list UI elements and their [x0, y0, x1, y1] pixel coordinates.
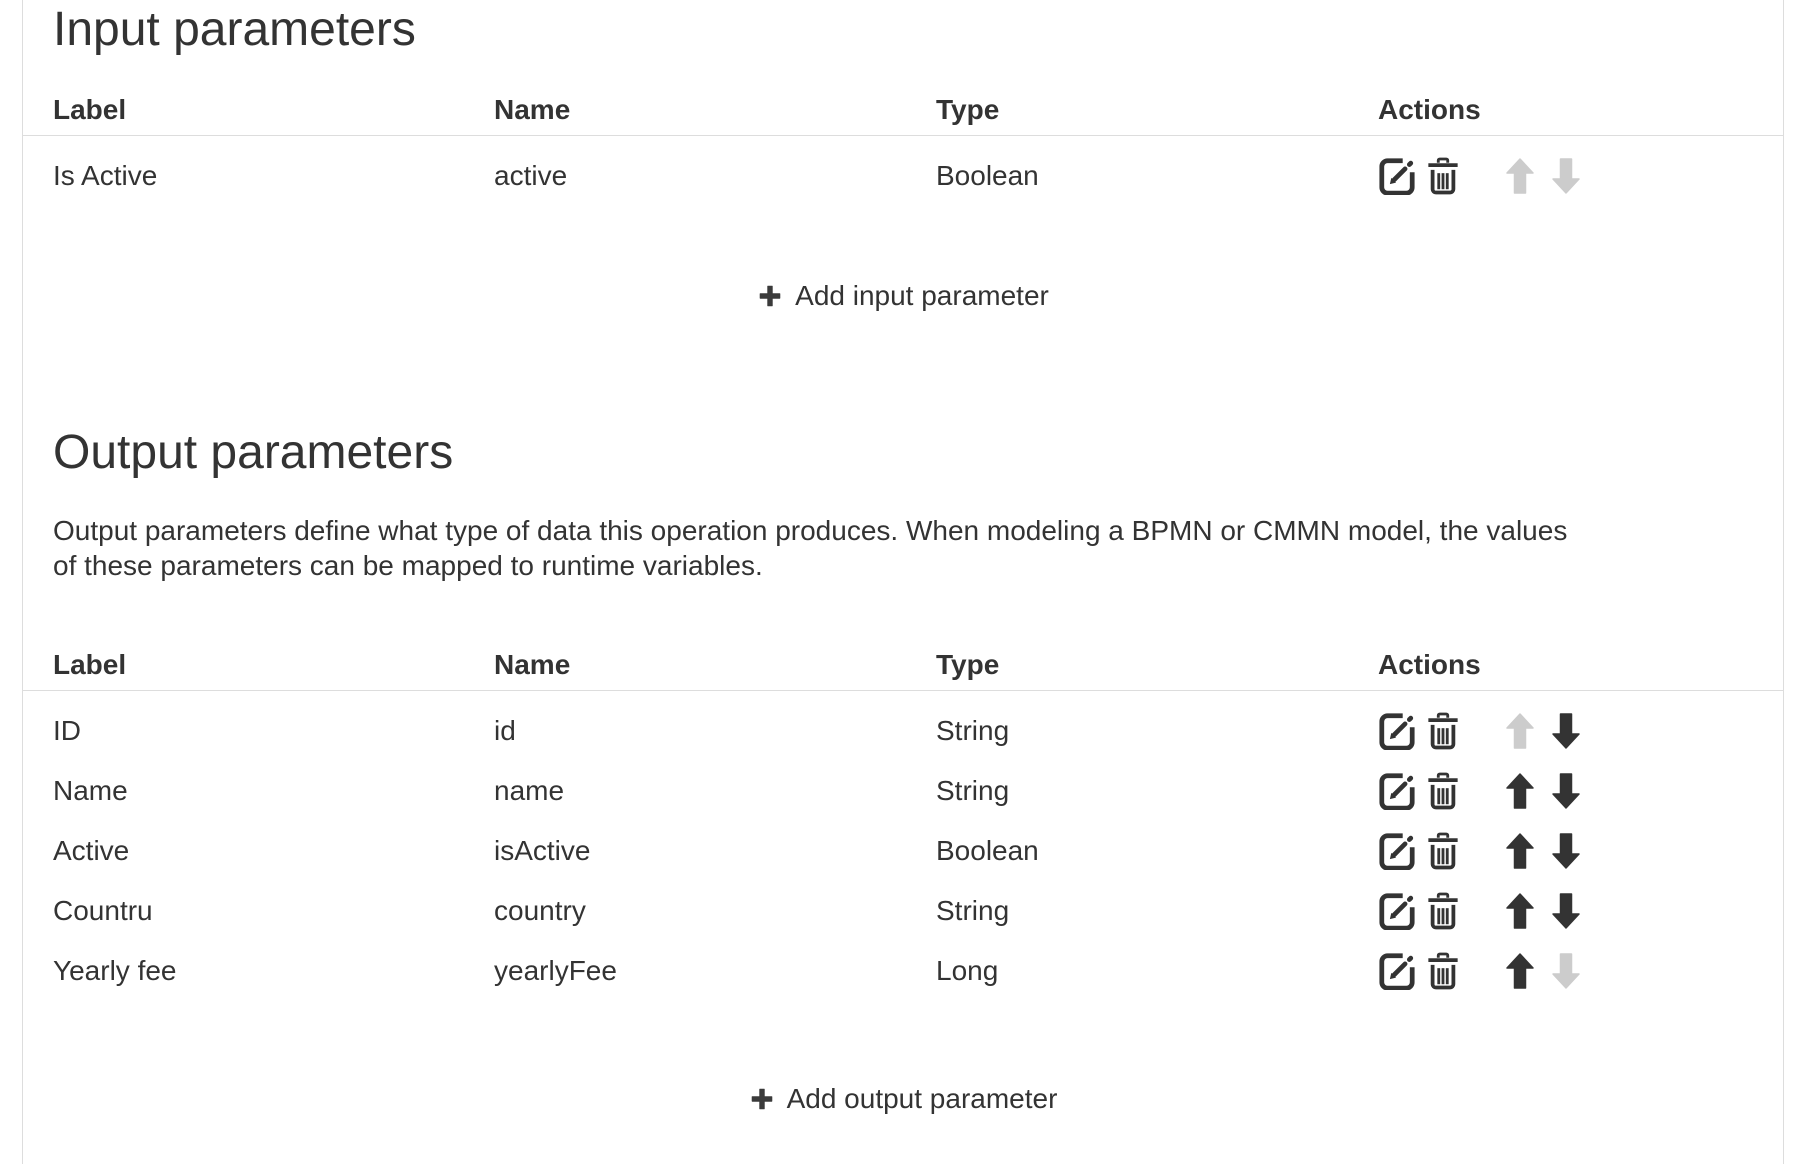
delete-parameter-button[interactable] [1426, 711, 1460, 751]
parameter-type: String [936, 715, 1010, 746]
parameter-type: Long [936, 955, 999, 986]
arrow-up-icon [1506, 833, 1534, 869]
move-up-button [1506, 713, 1534, 749]
parameter-label: Active [53, 835, 130, 866]
arrow-down-icon [1552, 773, 1580, 809]
output-parameters-section [53, 425, 1753, 1121]
parameter-row [53, 941, 1753, 1001]
arrow-up-icon [1506, 893, 1534, 929]
parameter-label: Name [53, 775, 128, 806]
parameter-type: Boolean [936, 835, 1039, 866]
column-header-actions: Actions [1378, 94, 1481, 125]
description-line-2: of these parameters can be mapped to runtime variables. [53, 550, 763, 581]
edit-parameter-button[interactable] [1378, 157, 1416, 195]
add-output-parameter-row [53, 1077, 1753, 1121]
trash-icon [1426, 951, 1460, 991]
move-down-button [1552, 158, 1580, 194]
input-parameters-title: Input parameters [53, 3, 416, 56]
parameter-actions [1378, 156, 1753, 196]
edit-icon [1378, 892, 1416, 930]
trash-icon [1426, 771, 1460, 811]
trash-icon [1426, 156, 1460, 196]
trash-icon [1426, 831, 1460, 871]
arrow-down-icon [1552, 953, 1580, 989]
input-parameters-table [53, 85, 1753, 206]
edit-parameter-button[interactable] [1378, 712, 1416, 750]
arrow-up-icon [1506, 158, 1534, 194]
arrow-down-icon [1552, 713, 1580, 749]
add-input-parameter-row [53, 274, 1753, 318]
arrow-down-icon [1552, 158, 1580, 194]
edit-parameter-button[interactable] [1378, 832, 1416, 870]
edit-parameter-button[interactable] [1378, 892, 1416, 930]
parameter-actions [1378, 771, 1753, 811]
parameter-row [53, 881, 1753, 941]
operation-details-panel [22, 0, 1784, 1164]
output-parameters-table [53, 640, 1753, 1001]
plus-icon [749, 1086, 775, 1112]
parameter-row [53, 701, 1753, 761]
edit-icon [1378, 772, 1416, 810]
parameter-type: String [936, 775, 1010, 806]
table-header-row [23, 85, 1783, 136]
parameter-label: Yearly fee [53, 955, 177, 986]
parameter-type: String [936, 895, 1010, 926]
add-output-parameter-label: Add output parameter [786, 1083, 1058, 1114]
edit-icon [1378, 157, 1416, 195]
move-up-button[interactable] [1506, 893, 1534, 929]
move-down-button[interactable] [1552, 833, 1580, 869]
delete-parameter-button[interactable] [1426, 951, 1460, 991]
parameter-row [53, 146, 1753, 206]
delete-parameter-button[interactable] [1426, 156, 1460, 196]
parameter-name: yearlyFee [494, 955, 617, 986]
parameter-type: Boolean [936, 160, 1039, 191]
edit-parameter-button[interactable] [1378, 952, 1416, 990]
edit-icon [1378, 832, 1416, 870]
output-parameters-rows [53, 691, 1753, 1001]
parameter-name: id [494, 715, 516, 746]
column-header-actions: Actions [1378, 649, 1481, 680]
parameter-label: ID [53, 715, 81, 746]
parameter-actions [1378, 891, 1753, 931]
parameter-actions [1378, 951, 1753, 991]
add-input-parameter-button[interactable] [757, 280, 1049, 312]
delete-parameter-button[interactable] [1426, 891, 1460, 931]
parameter-name: active [494, 160, 568, 191]
column-header-type: Type [936, 94, 1000, 125]
parameter-row [53, 761, 1753, 821]
move-up-button [1506, 158, 1534, 194]
parameter-actions [1378, 831, 1753, 871]
description-line-1: Output parameters define what type of data this operation produces. When modeling a BPMN or CMMN model, the values [53, 515, 1568, 546]
arrow-down-icon [1552, 833, 1580, 869]
delete-parameter-button[interactable] [1426, 771, 1460, 811]
move-down-button[interactable] [1552, 713, 1580, 749]
output-parameters-description [53, 513, 1753, 583]
trash-icon [1426, 891, 1460, 931]
table-header-row [23, 640, 1783, 691]
add-output-parameter-button[interactable] [749, 1083, 1058, 1115]
arrow-up-icon [1506, 953, 1534, 989]
edit-icon [1378, 712, 1416, 750]
move-up-button[interactable] [1506, 833, 1534, 869]
plus-icon [757, 283, 783, 309]
move-down-button [1552, 953, 1580, 989]
delete-parameter-button[interactable] [1426, 831, 1460, 871]
add-input-parameter-label: Add input parameter [795, 280, 1049, 311]
column-header-label: Label [53, 94, 127, 125]
parameter-name: name [494, 775, 565, 806]
arrow-up-icon [1506, 713, 1534, 749]
edit-icon [1378, 952, 1416, 990]
parameter-name: isActive [494, 835, 591, 866]
move-up-button[interactable] [1506, 773, 1534, 809]
column-header-label: Label [53, 649, 127, 680]
arrow-up-icon [1506, 773, 1534, 809]
column-header-type: Type [936, 649, 1000, 680]
move-down-button[interactable] [1552, 773, 1580, 809]
arrow-down-icon [1552, 893, 1580, 929]
output-parameters-title: Output parameters [53, 426, 454, 479]
trash-icon [1426, 711, 1460, 751]
input-parameters-section [53, 0, 1753, 318]
move-up-button[interactable] [1506, 953, 1534, 989]
parameter-row [53, 821, 1753, 881]
column-header-name: Name [494, 94, 571, 125]
move-down-button[interactable] [1552, 893, 1580, 929]
input-parameters-rows [53, 136, 1753, 206]
parameter-name: country [494, 895, 586, 926]
parameter-label: Is Active [53, 160, 158, 191]
parameter-label: Countru [53, 895, 153, 926]
column-header-name: Name [494, 649, 571, 680]
edit-parameter-button[interactable] [1378, 772, 1416, 810]
parameter-actions [1378, 711, 1753, 751]
